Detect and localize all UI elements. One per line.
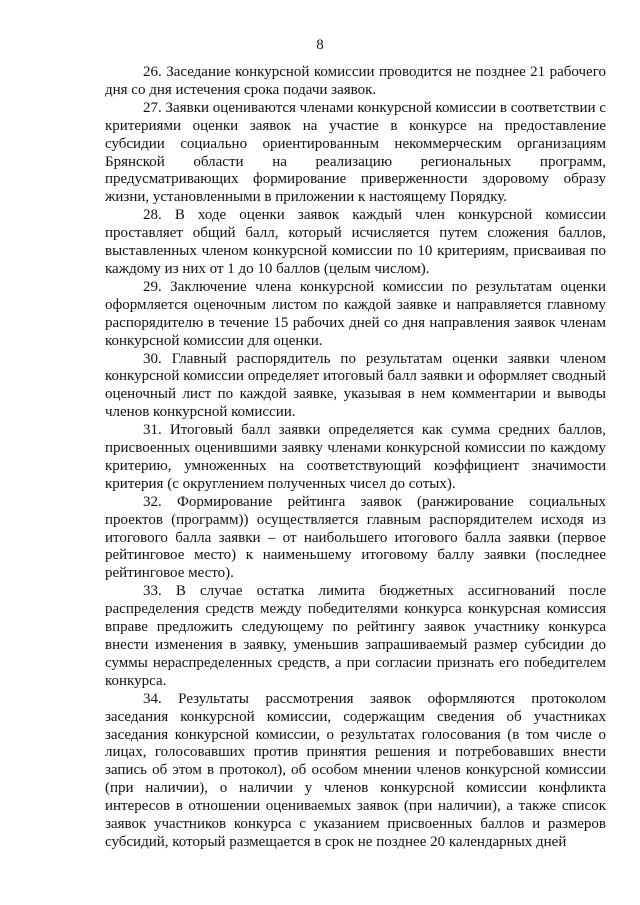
paragraph-32: 32. Формирование рейтинга заявок (ранжирование социальных проектов (программ)) осуществляется главным распорядителем исходя из итогового балла заявки – от наибольшего итогового балла заявки (первое рейтинговое место) к наименьшему итоговому баллу заявки (последнее рейтинговое место). [105, 493, 606, 582]
paragraph-30: 30. Главный распорядитель по результатам оценки заявки членом конкурсной комиссии определяет итоговый балл заявки и оформляет сводный оценочный лист по каждой заявке, указывая в нем комментарии и выводы членов конкурсной комиссии. [105, 350, 606, 421]
paragraph-28: 28. В ходе оценки заявок каждый член конкурсной комиссии проставляет общий балл, который исчисляется путем сложения баллов, выставленных членом конкурсной комиссии по 10 критериям, присваивая по каждому из них от 1 до 10 баллов (целым числом). [105, 207, 606, 277]
paragraph-31: 31. Итоговый балл заявки определяется как сумма средних баллов, присвоенных оценившими заявку членами конкурсной комиссии по каждому критерию, умноженных на соответствующий коэффициент значимости критерия (с округлением полученных чисел до сотых). [105, 422, 606, 492]
paragraph-27: 27. Заявки оцениваются членами конкурсной комиссии в соответствии с критериями оценки заявок на участие в конкурсе на предоставление субсидии социально ориентированным некоммерческим организациям Брянской области на реализацию региональных программ, предусматривающих формирование приверженности здоровому образу жизни, установленными в приложении к настоящему Порядку. [105, 99, 606, 206]
document-body [105, 64, 606, 852]
paragraph-34: 34. Результаты рассмотрения заявок оформляются протоколом заседания конкурсной комиссии, содержащим сведения об участниках заседания конкурсной комиссии, о результатах голосования (в том числе о лицах, голосовавших против принятия решения и потребовавших внести запись об этом в протокол), об особом мнении членов конкурсной комиссии (при наличии), о наличии у членов конкурсной комиссии конфликта интересов в отношении оцениваемых заявок (при наличии), а также список заявок участников конкурса с указанием присвоенных баллов и размеров субсидий, который размещается в срок не позднее 20 календарных дней [105, 690, 606, 850]
paragraph-33: 33. В случае остатка лимита бюджетных ассигнований после распределения средств между победителями конкурса конкурсная комиссия вправе предложить следующему по рейтингу заявок участнику конкурса внести изменения в заявку, уменьшив запрашиваемый размер субсидии до суммы нераспределенных средств, а при согласии признать его победителем конкурса. [105, 583, 606, 689]
page-number: 8 [316, 37, 324, 53]
paragraph-29: 29. Заключение члена конкурсной комиссии по результатам оценки оформляется оценочным листом по каждой заявке и направляется главному распорядителю в течение 15 рабочих дней со дня направления заявок членам конкурсной комиссии для оценки. [105, 278, 606, 349]
paragraph-26: 26. Заседание конкурсной комиссии проводится не позднее 21 рабочего дня со дня истечения срока подачи заявок. [105, 64, 606, 98]
